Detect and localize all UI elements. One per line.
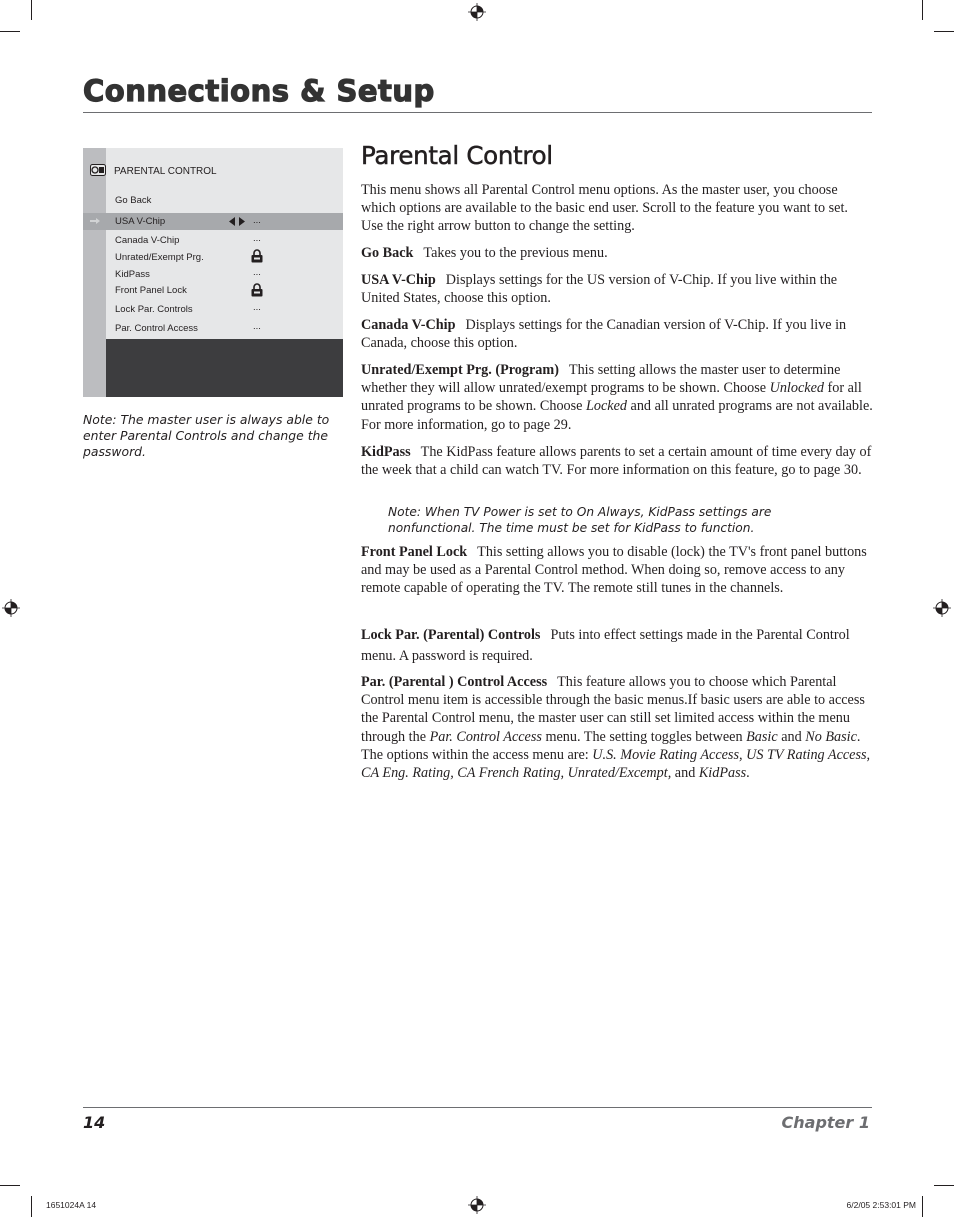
- tv-menu-title: PARENTAL CONTROL: [114, 166, 217, 177]
- usa-v-chip-paragraph: [361, 271, 873, 307]
- crop-mark: [934, 31, 954, 32]
- term-kidpass: KidPass: [361, 444, 411, 460]
- tv-menu-screen: [83, 148, 343, 397]
- page-header-title: Connections & Setup: [83, 74, 435, 108]
- registration-mark-icon: [933, 599, 951, 617]
- unrated-text: This setting allows the master user to determine whether they will allow unrated/exempt programs to be shown. Choose: [361, 362, 841, 397]
- kidpass-paragraph: [361, 443, 873, 479]
- intro-paragraph: This menu shows all Parental Control menu options. As the master user, you choose which options are available to the basic end user. Scroll to the feature you want to set. Use the right arrow button to change the setting.: [361, 182, 848, 235]
- slug-left: 1651024A 14: [46, 1200, 97, 1210]
- unrated-paragraph: [361, 361, 873, 434]
- term-canada-v-chip: Canada V-Chip: [361, 317, 456, 333]
- term-usa-v-chip: USA V-Chip: [361, 272, 436, 288]
- crop-mark: [31, 1196, 32, 1217]
- par-access-text: This feature allows you to choose which Parental Control menu item is accessible through the basic menus.If basic users are able to access the Parental Control menu, the master user can still set limited access within the menu through the: [361, 674, 865, 745]
- option-locked: Locked: [586, 398, 627, 415]
- option-no-basic: No Basic: [805, 728, 857, 745]
- term-go-back: Go Back: [361, 245, 414, 261]
- parental-control-icon: [90, 164, 106, 176]
- kidpass-text: The KidPass feature allows parents to set a certain amount of time every day of the week that a child can watch TV. For more information on this feature, go to page 30.: [361, 444, 872, 479]
- master-user-note: Note: The master user is always able to enter Parental Controls and change the password.: [83, 412, 330, 459]
- lock-icon: [251, 283, 263, 297]
- menu-item-par-control-access[interactable]: Par. Control Access: [115, 323, 198, 334]
- par-access-text: and: [671, 765, 699, 782]
- menu-item-value: ...: [253, 302, 261, 313]
- kidpass-note: Note: When TV Power is set to On Always, KidPass settings are nonfunctional. The time must be set for KidPass to function.: [388, 505, 772, 535]
- menu-item-value: ...: [253, 321, 261, 332]
- menu-item-value: ...: [253, 215, 261, 226]
- front-panel-text: This setting allows you to disable (lock) the TV's front panel buttons and may be used as a Parental Control method. When doing so, remove access to any remote capable of operating the TV. The remote still tunes in the channels.: [361, 544, 867, 597]
- page-number: 14: [83, 1113, 106, 1132]
- header-rule: [83, 112, 872, 113]
- chapter-label: Chapter 1: [781, 1113, 870, 1132]
- left-right-arrows-icon: [229, 217, 245, 226]
- menu-item-front-panel-lock[interactable]: Front Panel Lock: [115, 285, 187, 296]
- menu-item-value: ...: [253, 267, 261, 278]
- crop-mark: [922, 0, 923, 20]
- term-unrated: Unrated/Exempt Prg. (Program): [361, 362, 559, 378]
- menu-item-lock-par-controls[interactable]: Lock Par. Controls: [115, 304, 193, 315]
- menu-item-canada-v-chip[interactable]: Canada V-Chip: [115, 235, 180, 246]
- par-access-text: menu. The setting toggles between: [541, 728, 747, 745]
- go-back-text: Takes you to the previous menu.: [423, 245, 608, 261]
- slug-right: 6/2/05 2:53:01 PM: [846, 1200, 916, 1210]
- unrated-text: for all unrated programs to be shown. Choose: [361, 380, 862, 415]
- term-front-panel-lock: Front Panel Lock: [361, 544, 468, 560]
- option-basic: Basic: [746, 728, 778, 745]
- access-options-list: U.S. Movie Rating Access, US TV Rating Access, CA Eng. Rating, CA French Rating, Unrated/Excempt,: [361, 746, 871, 782]
- crop-mark: [922, 1196, 923, 1217]
- crop-mark: [934, 1185, 954, 1186]
- menu-item-usa-v-chip[interactable]: USA V-Chip: [115, 216, 166, 227]
- registration-mark-icon: [468, 1196, 486, 1214]
- crop-mark: [0, 1185, 20, 1186]
- menu-ref-par-control-access: Par. Control Access: [429, 728, 542, 745]
- menu-item-value: ...: [253, 233, 261, 244]
- section-title: Parental Control: [361, 141, 553, 170]
- registration-mark-icon: [468, 3, 486, 21]
- crop-mark: [0, 31, 20, 32]
- lock-icon: [251, 249, 263, 263]
- par-access-text: .: [746, 765, 750, 782]
- menu-item-go-back[interactable]: Go Back: [115, 195, 152, 206]
- par-access-paragraph: [361, 673, 873, 782]
- usa-v-chip-text: Displays settings for the US version of V-Chip. If you live within the United States, choose this option.: [361, 272, 838, 307]
- term-lock-par-controls: Lock Par. (Parental) Controls: [361, 627, 541, 643]
- option-unlocked: Unlocked: [769, 380, 824, 397]
- crop-mark: [31, 0, 32, 20]
- arrow-icon: [90, 217, 100, 225]
- option-kidpass: KidPass: [698, 765, 747, 782]
- par-access-text: and: [777, 728, 806, 745]
- canada-v-chip-paragraph: [361, 316, 873, 352]
- go-back-paragraph: [361, 244, 873, 262]
- term-par-control-access: Par. (Parental ) Control Access: [361, 674, 548, 690]
- footer-rule: [83, 1107, 872, 1108]
- par-access-text: . The options within the access menu are:: [361, 728, 861, 763]
- canada-v-chip-text: Displays settings for the Canadian version of V-Chip. If you live in Canada, choose this option.: [361, 317, 847, 352]
- menu-item-unrated-exempt[interactable]: Unrated/Exempt Prg.: [115, 252, 204, 263]
- front-panel-paragraph: [361, 543, 873, 598]
- unrated-text: and all unrated programs are not available. For more information, go to page 29.: [361, 398, 873, 433]
- lock-par-paragraph: [361, 625, 873, 667]
- tv-menu-help-area: [106, 339, 343, 397]
- registration-mark-icon: [2, 599, 20, 617]
- menu-item-kidpass[interactable]: KidPass: [115, 269, 150, 280]
- lock-par-text: Puts into effect settings made in the Parental Control menu. A password is required.: [361, 627, 850, 664]
